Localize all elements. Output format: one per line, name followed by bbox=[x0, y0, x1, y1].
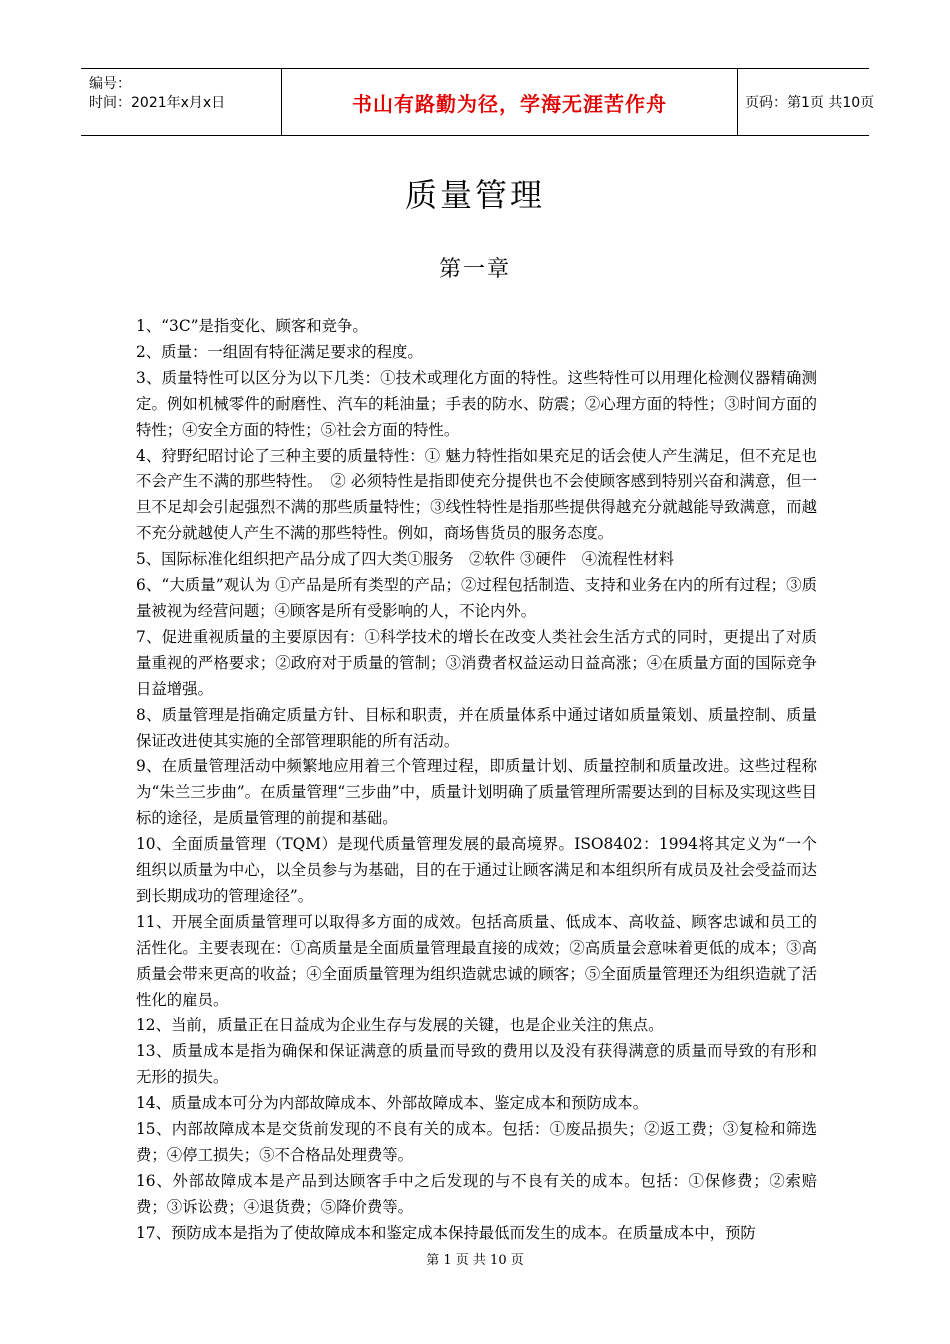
paragraph: 1、“3C”是指变化、顾客和竞争。 bbox=[136, 317, 368, 335]
paragraph: 10、全面质量管理（TQM）是现代质量管理发展的最高境界。ISO8402：1994将其定义为“一个组织以质量为中心，以全员参与为基础，目的在于通过让顾客满足和本组织所有成员及社会受益而达到长期成功的管理途径”。 bbox=[136, 835, 817, 905]
document-date-label: 时间：2021年x月x日 bbox=[89, 95, 226, 111]
header-meta bbox=[81, 69, 281, 135]
paragraph: 15、内部故障成本是交货前发现的不良有关的成本。包括：①废品损失；②返工费；③复检和筛选费；④停工损失；⑤不合格品处理费等。 bbox=[136, 1120, 817, 1164]
paragraph: 8、质量管理是指确定质量方针、目标和职责，并在质量体系中通过诸如质量策划、质量控制、质量保证改进使其实施的全部管理职能的所有活动。 bbox=[136, 705, 817, 750]
page-footer: 第 1 页 共 10 页 bbox=[426, 1253, 524, 1268]
paragraph: 13、质量成本是指为确保和保证满意的质量而导致的费用以及没有获得满意的质量而导致的有形和无形的损失。 bbox=[136, 1042, 817, 1087]
document-title: 质量管理 bbox=[404, 176, 545, 214]
paragraph: 16、外部故障成本是产品到达顾客手中之后发现的与不良有关的成本。包括：①保修费；②索赔费；③诉讼费；④退货费；⑤降价费等。 bbox=[136, 1171, 817, 1216]
paragraph: 7、促进重视质量的主要原因有：①科学技术的增长在改变人类社会生活方式的同时，更提出了对质量重视的严格要求；②政府对于质量的管制；③消费者权益运动日益高涨；④在质量方面的国际竞争日益增强。 bbox=[136, 627, 817, 698]
header-page-cell bbox=[737, 69, 877, 135]
paragraph: 9、在质量管理活动中频繁地应用着三个管理过程，即质量计划、质量控制和质量改进。这些过程称为“朱兰三步曲”。在质量管理“三步曲”中，质量计划明确了质量管理所需要达到的目标及实现这些目标的途径，是质量管理的前提和基础。 bbox=[136, 757, 817, 828]
paragraph: 2、质量：一组固有特征满足要求的程度。 bbox=[136, 342, 423, 361]
header-motto-cell bbox=[281, 69, 738, 135]
header-motto: 书山有路勤为径，学海无涯苦作舟 bbox=[352, 91, 667, 116]
paragraph: 11、开展全面质量管理可以取得多方面的成效。包括高质量、低成本、高收益、顾客忠诚和员工的活性化。主要表现在：①高质量是全面质量管理最直接的成效；②高质量会意味着更低的成本；③高质量会带来更高的收益；④全面质量管理为组织造就忠诚的顾客；⑤全面质量管理还为组织造就了活性化的雇员。 bbox=[136, 912, 817, 1009]
document-number-label: 编号： bbox=[89, 76, 131, 92]
paragraph: 17、预防成本是指为了使故障成本和鉴定成本保持最低而发生的成本。在质量成本中，预防 bbox=[136, 1223, 756, 1242]
paragraph: 6、“大质量”观认为 ①产品是所有类型的产品；②过程包括制造、支持和业务在内的所有过程；③质量被视为经营问题；④顾客是所有受影响的人，不论内外。 bbox=[136, 576, 817, 620]
paragraph: 14、质量成本可分为内部故障成本、外部故障成本、鉴定成本和预防成本。 bbox=[136, 1094, 649, 1113]
document-body bbox=[136, 314, 817, 1247]
paragraph: 5、国际标准化组织把产品分成了四大类①服务 ②软件 ③硬件 ④流程性材料 bbox=[136, 550, 674, 569]
paragraph: 4、狩野纪昭讨论了三种主要的质量特性：① 魅力特性指如果充足的话会使人产生满足，但不充足也不会产生不满的那些特性。 ② 必须特性是指即使充分提供也不会使顾客感到特别兴奋和满意，但一旦不足却会引起强烈不满的那些质量特性；③线性特性是指那些提供得越充分就越能导致满意，而越不充分就越使人产生不满的那些特性。例如，商场售货员的服务态度。 bbox=[136, 446, 817, 543]
header-page-info: 页码：第1页 共10页 bbox=[745, 95, 875, 111]
page-header bbox=[81, 68, 875, 136]
chapter-heading: 第一章 bbox=[438, 257, 511, 282]
paragraph: 3、质量特性可以区分为以下几类：①技术或理化方面的特性。这些特性可以用理化检测仪器精确测定。例如机械零件的耐磨性、汽车的耗油量；手表的防水、防震；②心理方面的特性；③时间方面的特性；④安全方面的特性；⑤社会方面的特性。 bbox=[136, 368, 817, 439]
paragraph: 12、当前，质量正在日益成为企业生存与发展的关键，也是企业关注的焦点。 bbox=[136, 1016, 664, 1035]
